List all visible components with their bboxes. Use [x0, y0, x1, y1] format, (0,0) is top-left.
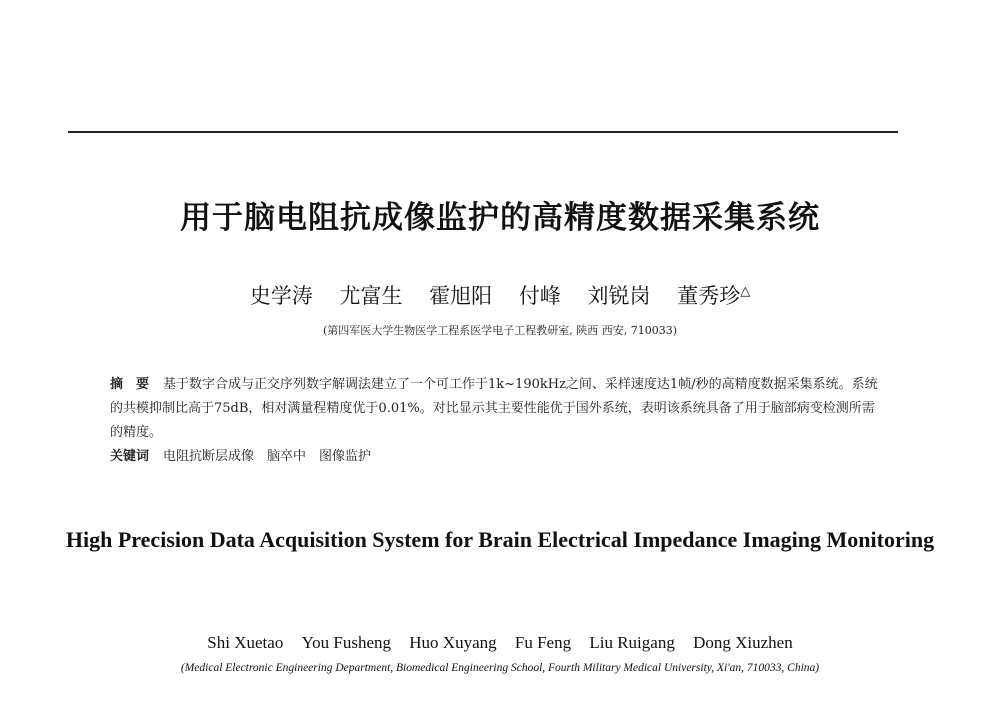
cn-author: 刘锐岗 — [587, 284, 651, 308]
chinese-affiliation: (第四军医大学生物医学工程系医学电子工程教研室, 陕西 西安, 710033) — [322, 324, 678, 337]
cn-author: 付峰 — [518, 284, 561, 308]
keywords-line — [110, 445, 880, 469]
en-author: Huo Xuyang — [409, 633, 497, 652]
en-author: Fu Feng — [514, 633, 572, 652]
abstract-label: 摘 要 — [110, 377, 150, 392]
english-authors — [0, 633, 1000, 653]
cn-author: 史学涛 — [249, 284, 313, 308]
keywords-label: 关键词 — [110, 449, 150, 464]
chinese-abstract — [110, 373, 880, 469]
english-affiliation: (Medical Electronic Engineering Department, Biomedical Engineering School, Fourth Military Medical University, Xi'an, 710033, China) — [180, 662, 820, 674]
cn-author: 尤富生 — [339, 284, 403, 308]
en-author: Liu Ruigang — [589, 633, 675, 652]
en-author: Shi Xuetao — [207, 633, 284, 652]
keywords-text: 电阻抗断层成像 脑卒中 图像监护 — [163, 449, 372, 464]
header-rule — [68, 131, 898, 133]
abstract-text: 基于数字合成与正交序列数字解调法建立了一个可工作于1k~190kHz之间、采样速度达1帧/秒的高精度数据采集系统。系统的共模抑制比高于75dB，相对满量程精度优于0.01%。对比显示其主要性能优于国外系统，表明该系统具备了用于脑部病变检测所需的精度。 — [110, 377, 878, 440]
cn-author: 董秀珍△ — [677, 284, 751, 308]
chinese-authors — [0, 280, 1000, 310]
en-author: You Fusheng — [301, 633, 392, 652]
abstract-paragraph — [110, 373, 880, 445]
corresponding-author-mark: △ — [740, 284, 751, 299]
chinese-title: 用于脑电阻抗成像监护的高精度数据采集系统 — [180, 200, 820, 236]
cn-author: 霍旭阳 — [429, 284, 493, 308]
en-author: Dong Xiuzhen — [693, 633, 793, 652]
english-title: High Precision Data Acquisition System for Brain Electrical Impedance Imaging Monitoring — [65, 527, 935, 552]
